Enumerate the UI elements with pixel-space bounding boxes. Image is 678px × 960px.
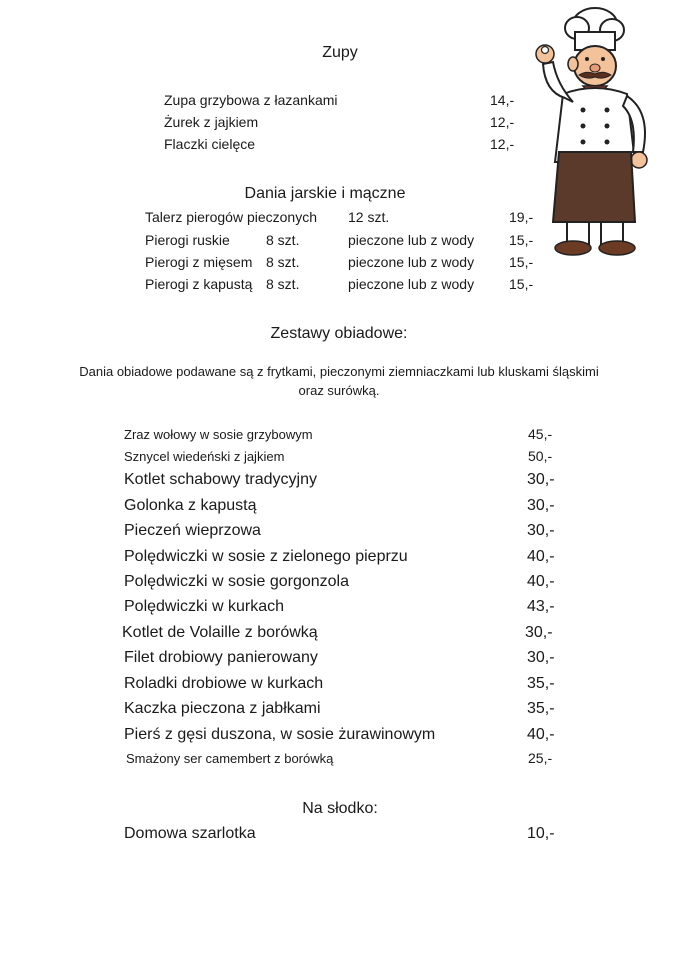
set-item-name: Polędwiczki w kurkach (124, 598, 285, 615)
veg-item-price: 15,- (509, 232, 534, 248)
veg-item-price: 15,- (509, 276, 534, 292)
set-item-name: Smażony ser camembert z borówką (126, 751, 334, 766)
set-item-name: Sznycel wiedeński z jajkiem (124, 449, 285, 464)
set-item-name: Kotlet schabowy tradycyjny (124, 471, 317, 488)
dessert-heading: Na słodko: (302, 800, 378, 817)
set-item-price: 40,- (527, 726, 555, 743)
soups-heading: Zupy (322, 44, 358, 61)
veg-item-prep: pieczone lub z wody (348, 254, 475, 270)
sets-note-line2: oraz surówką. (298, 383, 380, 398)
dessert-item-price: 10,- (527, 825, 555, 842)
veg-item-qty: 8 szt. (266, 276, 300, 292)
set-item-price: 35,- (527, 675, 555, 692)
veg-item-price: 19,- (509, 209, 534, 225)
veg-item-qty: 8 szt. (266, 232, 300, 248)
veg-item-qty: 12 szt. (348, 209, 390, 225)
veg-item-prep: pieczone lub z wody (348, 232, 475, 248)
set-item-name: Kaczka pieczona z jabłkami (124, 700, 321, 717)
set-item-name: Pierś z gęsi duszona, w sosie żurawinowym (124, 726, 436, 743)
set-item-name: Zraz wołowy w sosie grzybowym (124, 427, 313, 442)
soup-item-name: Żurek z jajkiem (164, 114, 259, 130)
set-item-price: 45,- (528, 426, 553, 442)
set-item-price: 43,- (527, 598, 555, 615)
veg-item-name: Pierogi z kapustą (145, 276, 253, 292)
set-item-price: 30,- (525, 624, 553, 641)
set-item-price: 30,- (527, 497, 555, 514)
set-item-name: Filet drobiowy panierowany (124, 649, 318, 666)
soup-item-price: 12,- (490, 136, 515, 152)
set-item-price: 30,- (527, 522, 555, 539)
sets-note-line1: Dania obiadowe podawane są z frytkami, pieczonymi ziemniaczkami lub kluskami śląskimi (79, 364, 599, 379)
set-item-name: Polędwiczki w sosie gorgonzola (124, 573, 349, 590)
soup-item-price: 14,- (490, 92, 515, 108)
vegetarian-heading: Dania jarskie i mączne (244, 185, 406, 202)
set-item-price: 40,- (527, 548, 555, 565)
set-item-name: Golonka z kapustą (124, 497, 257, 514)
set-item-price: 25,- (528, 750, 553, 766)
veg-item-qty: 8 szt. (266, 254, 300, 270)
set-item-price: 40,- (527, 573, 555, 590)
soup-item-price: 12,- (490, 114, 515, 130)
sets-heading: Zestawy obiadowe: (270, 325, 408, 342)
set-item-price: 30,- (527, 649, 555, 666)
veg-item-price: 15,- (509, 254, 534, 270)
soup-item-name: Flaczki cielęce (164, 136, 256, 152)
set-item-price: 35,- (527, 700, 555, 717)
chef-icon (515, 2, 665, 262)
set-item-name: Polędwiczki w sosie z zielonego pieprzu (124, 548, 408, 565)
veg-item-name: Pierogi z mięsem (145, 254, 253, 270)
set-item-name: Kotlet de Volaille z borówką (122, 624, 318, 641)
veg-item-name: Talerz pierogów pieczonych (145, 209, 317, 225)
veg-item-prep: pieczone lub z wody (348, 276, 475, 292)
set-item-name: Pieczeń wieprzowa (124, 522, 261, 539)
set-item-price: 30,- (527, 471, 555, 488)
dessert-item-name: Domowa szarlotka (124, 825, 256, 842)
set-item-price: 50,- (528, 448, 553, 464)
veg-item-name: Pierogi ruskie (145, 232, 230, 248)
soup-item-name: Zupa grzybowa z łazankami (164, 92, 338, 108)
set-item-name: Roladki drobiowe w kurkach (124, 675, 324, 692)
